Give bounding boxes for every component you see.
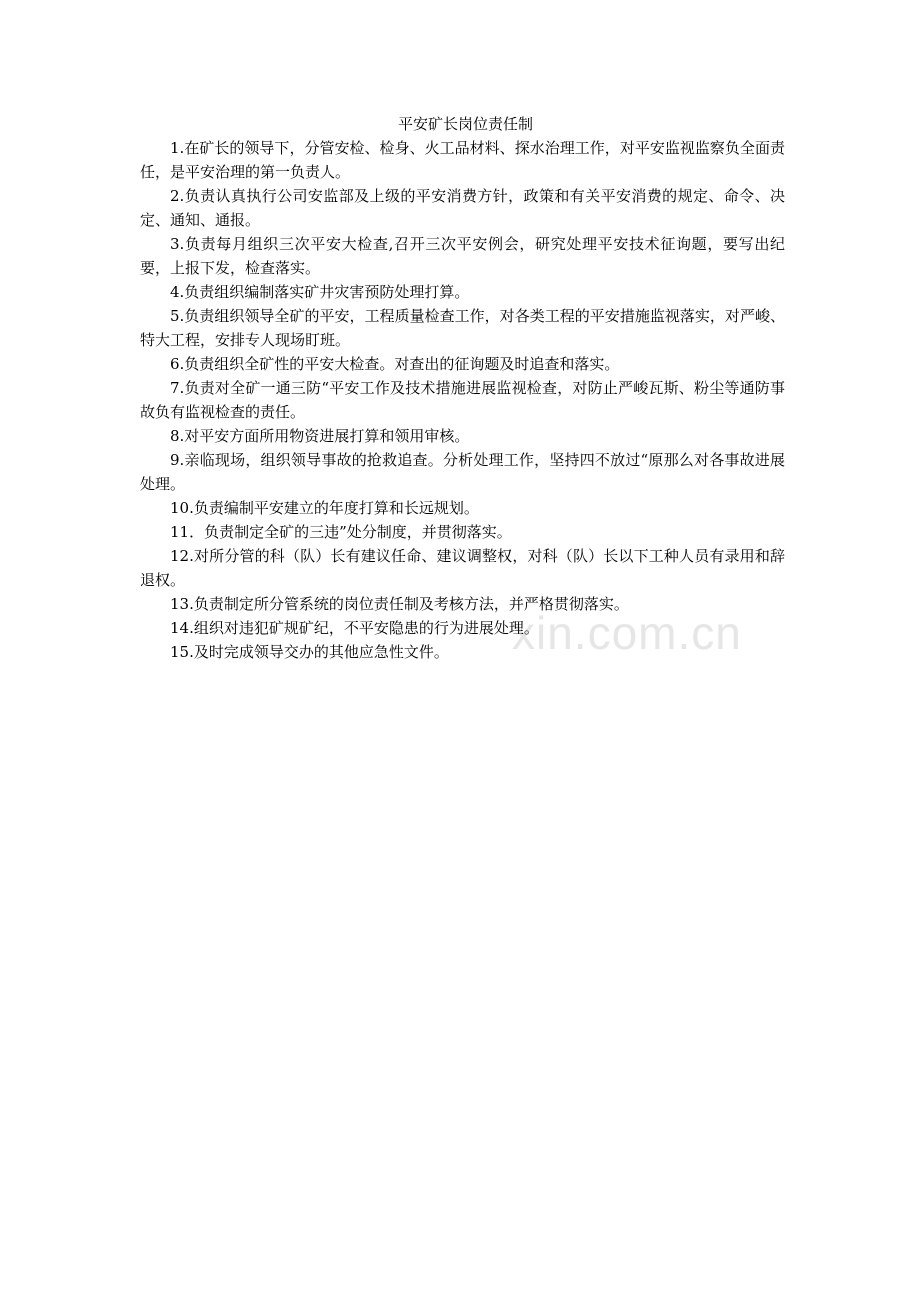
list-item-10: 10.负责编制平安建立的年度打算和长远规划。 — [170, 499, 479, 517]
document-title: 平安矿长岗位责任制 — [397, 115, 533, 133]
list-item-11: 11．负责制定全矿的三违”处分制度，并贯彻落实。 — [170, 523, 512, 541]
list-item-9: 9.亲临现场，组织领导事故的抢救追查。分析处理工作，坚持四不放过“原那么对各事故进展处理。 — [140, 451, 785, 493]
list-item-8: 8.对平安方面所用物资进展打算和领用审核。 — [170, 427, 470, 445]
list-item-5: 5.负责组织领导全矿的平安，工程质量检查工作，对各类工程的平安措施监视落实，对严峻、特大工程，安排专人现场盯班。 — [140, 307, 785, 349]
list-item-14: 14.组织对违犯矿规矿纪，不平安隐患的行为进展处理。 — [170, 619, 539, 637]
list-item-12: 12.对所分管的科（队）长有建议任命、建议调整权，对科（队）长以下工种人员有录用和辞退权。 — [140, 547, 785, 589]
list-item-7: 7.负责对全矿一通三防“平安工作及技术措施进展监视检查，对防止严峻瓦斯、粉尘等通防事故负有监视检查的责任。 — [140, 379, 785, 421]
list-item-15: 15.及时完成领导交办的其他应急性文件。 — [170, 643, 449, 661]
list-item-6: 6.负责组织全矿性的平安大检查。对查出的征询题及时追查和落实。 — [170, 355, 620, 373]
list-item-13: 13.负责制定所分管系统的岗位责任制及考核方法，并严格贯彻落实。 — [170, 595, 629, 613]
list-item-3: 3.负责每月组织三次平安大检查,召开三次平安例会，研究处理平安技术征询题，要写出纪要，上报下发，检查落实。 — [140, 235, 785, 277]
list-item-1: 1.在矿长的领导下，分管安检、检身、火工品材料、探水治理工作，对平安监视监察负全面责任，是平安治理的第一负责人。 — [140, 139, 785, 181]
watermark-text: xin.com.cn — [512, 607, 742, 659]
list-item-4: 4.负责组织编制落实矿井灾害预防处理打算。 — [170, 283, 470, 301]
list-item-2: 2.负责认真执行公司安监部及上级的平安消费方针，政策和有关平安消费的规定、命令、决定、通知、通报。 — [140, 187, 785, 229]
document-body — [140, 112, 785, 664]
